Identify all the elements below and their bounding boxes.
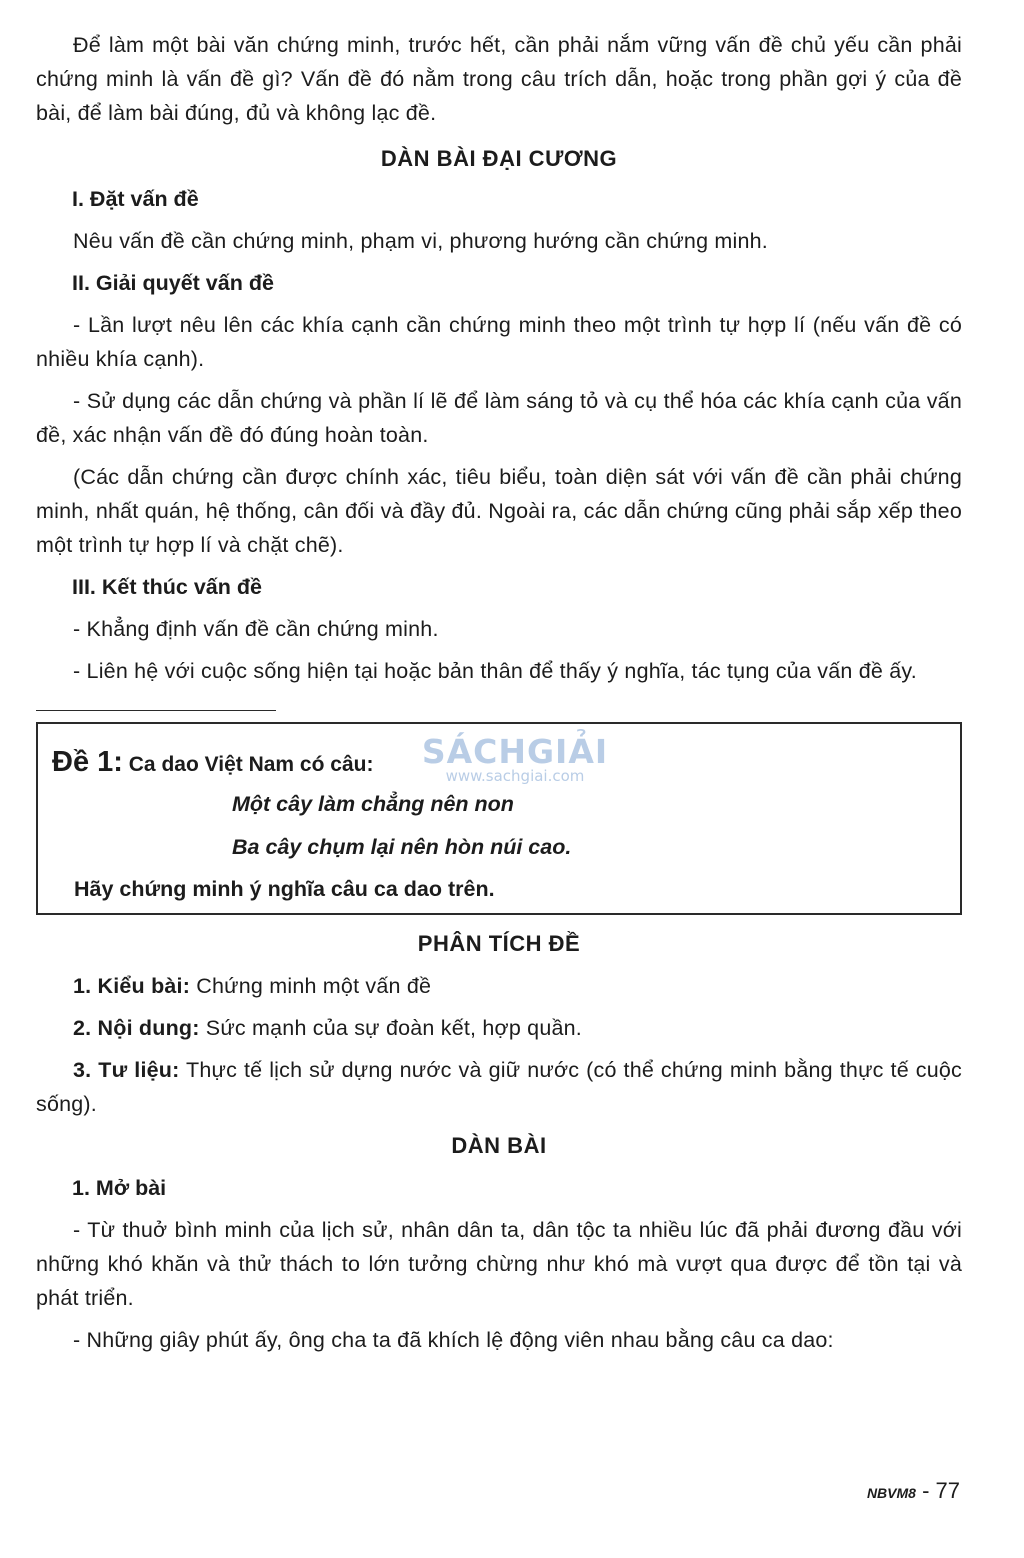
- verse-line-1: Một cây làm chẳng nên non: [232, 792, 514, 816]
- page-content: [36, 28, 962, 1357]
- analysis-item-3: [36, 1053, 962, 1121]
- watermark-logo: SÁCHGIẢI: [421, 732, 609, 771]
- section-2-paragraph-2: - Sử dụng các dẫn chứng và phần lí lẽ để làm sáng tỏ và cụ thể hóa các khía cạnh của vấn đề, xác nhận vấn đề đó đúng hoàn toàn.: [36, 389, 962, 447]
- outline-general-title: DÀN BÀI ĐẠI CƯƠNG: [380, 146, 618, 171]
- analysis-item-1-text: Chứng minh một vấn đề: [190, 974, 432, 998]
- verse-line-2: Ba cây chụm lại nên hòn núi cao.: [232, 835, 572, 859]
- exercise-label: Đề 1:: [52, 746, 123, 778]
- outline-paragraph-2: - Những giây phút ấy, ông cha ta đã khích lệ động viên nhau bằng câu ca dao:: [73, 1328, 834, 1352]
- analysis-item-2: [36, 1011, 962, 1045]
- section-2-title: II. Giải quyết vấn đề: [72, 271, 274, 295]
- page-footer: [867, 1478, 960, 1504]
- section-1-text: Nêu vấn đề cần chứng minh, phạm vi, phương hướng cần chứng minh.: [73, 229, 768, 253]
- analysis-item-1: [36, 969, 962, 1003]
- analysis-item-1-label: 1. Kiểu bài:: [73, 974, 191, 998]
- exercise-task: Hãy chứng minh ý nghĩa câu ca dao trên.: [74, 877, 495, 901]
- section-2-paragraph-3: (Các dẫn chứng cần được chính xác, tiêu biểu, toàn diện sát với vấn đề cần phải chứng minh, nhất quán, hệ thống, cân đối và đầy đủ. Ngoài ra, các dẫn chứng cũng phải sắp xếp theo một trình tự hợp lí và chặt chẽ).: [36, 465, 962, 557]
- analysis-item-3-label: 3. Tư liệu:: [73, 1058, 180, 1082]
- exercise-heading: [52, 744, 946, 783]
- outline-part-1-title: 1. Mở bài: [72, 1176, 167, 1200]
- section-2-paragraph-1: - Lần lượt nêu lên các khía cạnh cần chứng minh theo một trình tự hợp lí (nếu vấn đề có nhiều khía cạnh).: [36, 313, 962, 371]
- section-3-title: III. Kết thúc vấn đề: [72, 575, 262, 599]
- section-3-paragraph-2: - Liên hệ với cuộc sống hiện tại hoặc bản thân để thấy ý nghĩa, tác tụng của vấn đề ấy.: [73, 659, 917, 683]
- watermark-url: www.sachgiai.com: [445, 767, 585, 785]
- section-3-paragraph-1: - Khẳng định vấn đề cần chứng minh.: [73, 617, 439, 641]
- intro-paragraph: Để làm một bài văn chứng minh, trước hết, cần phải nắm vững vấn đề chủ yếu cần phải chứng minh là vấn đề gì? Vấn đề đó nằm trong câu trích dẫn, hoặc trong phần gợi ý của đề bài, để làm bài đúng, đủ và không lạc đề.: [36, 33, 962, 125]
- analysis-title: PHÂN TÍCH ĐỀ: [417, 931, 581, 956]
- outline-title: DÀN BÀI: [451, 1133, 547, 1158]
- outline-paragraph-1: - Từ thuở bình minh của lịch sử, nhân dân ta, dân tộc ta nhiều lúc đã phải đương đầu với những khó khăn và thử thách to lớn tưởng chừng như khó mà vượt qua được để tồn tại và phát triển.: [36, 1218, 962, 1310]
- exercise-box: [36, 722, 962, 915]
- analysis-item-3-text: Thực tế lịch sử dựng nước và giữ nước (có thể chứng minh bằng thực tế cuộc sống).: [36, 1058, 962, 1116]
- exercise-prompt: Ca dao Việt Nam có câu:: [128, 753, 374, 776]
- analysis-item-2-text: Sức mạnh của sự đoàn kết, hợp quần.: [199, 1016, 582, 1040]
- section-1-title: I. Đặt vấn đề: [72, 187, 199, 211]
- book-code: NBVM8: [866, 1485, 916, 1501]
- page-number: - 77: [922, 1478, 960, 1503]
- analysis-item-2-label: 2. Nội dung:: [73, 1016, 200, 1040]
